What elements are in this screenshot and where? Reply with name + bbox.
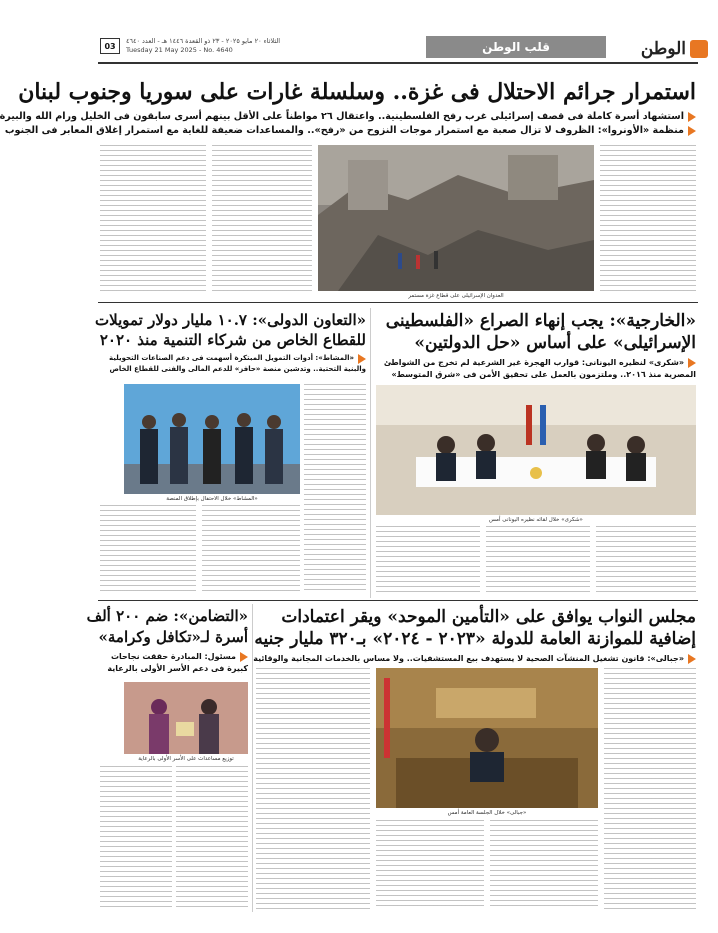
story2-subhead-1-text: «شكرى» لنظيره اليونانى: قوارب الهجرة غير الشرعية لم تخرج من الشواطئ [383, 358, 684, 367]
dateline [126, 37, 286, 55]
story3-text-col-3 [202, 505, 300, 595]
lead-headline: استمرار جرائم الاحتلال فى غزة.. وسلسلة غارات على سوريا وجنوب لبنان [18, 79, 696, 105]
story3-text-col-2 [100, 505, 196, 595]
story3-subhead-2-text: والبنية التحتية.. وتدشين منصة «حافز» للدعم المالى والفنى للقطاع الخاص [109, 365, 366, 373]
story5-text-col-1 [100, 766, 172, 910]
story4-photo [376, 668, 598, 808]
story3-text-col-1 [304, 384, 366, 594]
header-divider [98, 62, 698, 64]
lead-subhead-2-text: منظمة «الأونروا»: الظروف لا تزال صعبة مع استمرار موجات النزوح من «رفح».. والمساعدات ضعيفة للغاية مع استمرار إغلاق المعابر فى الجنوب [4, 125, 684, 136]
story2-text-col-2 [486, 526, 590, 596]
story5-subhead-2 [100, 663, 248, 675]
story5-text-col-2 [176, 766, 248, 910]
story5-headline-1: «التضامن»: ضم ٢٠٠ ألف [86, 607, 248, 625]
aid-distribution-image [124, 682, 248, 754]
story5-subhead-1 [100, 651, 248, 663]
story3-headline-2: للقطاع الخاص من شركاء التنمية منذ ٢٠٢٠ [99, 331, 366, 349]
dateline-ar: الثلاثاء ٢٠ مايو ٢٠٢٥ - ٢٣ ذو القعدة ١٤٤٦ هـ - العدد ٤٦٤٠ [126, 37, 281, 45]
story2-text-col-1 [596, 526, 696, 596]
story2-subhead-1 [376, 357, 696, 369]
story2-photo [376, 385, 696, 515]
story4-subhead-1 [253, 653, 696, 665]
newspaper-logo[interactable] [622, 38, 708, 60]
story4-photo-caption: «جبالى» خلال الجلسة العامة أمس [447, 810, 527, 816]
story4-text-col-3 [376, 820, 484, 910]
bullet-icon [688, 126, 696, 136]
section-divider [98, 600, 698, 601]
story2-subhead-2-text: المصرية منذ ٢٠١٦.. وملتزمون بالعمل على تحقيق الأمن فى «شرق المتوسط» [391, 370, 696, 379]
bullet-icon [240, 652, 248, 662]
story3-subhead-2 [100, 364, 366, 375]
gaza-rubble-image [318, 145, 594, 291]
story5-photo [124, 682, 248, 754]
page-number: 03 [100, 38, 120, 54]
officials-group-image [124, 384, 300, 494]
lead-photo [318, 145, 594, 291]
section-tab: قلب الوطن [426, 36, 606, 58]
diplomatic-meeting-image [376, 385, 696, 515]
logo-mark-icon [690, 40, 708, 58]
logo-text: الوطن [640, 39, 686, 59]
story4-headline-1: مجلس النواب يوافق على «التأمين الموحد» ويقر اعتمادات [281, 607, 696, 627]
story4-text-col-2 [490, 820, 598, 910]
lead-subhead-2 [4, 124, 696, 138]
story5-headline-2: أسرة لـ«تكافل وكرامة» [98, 628, 248, 646]
dateline-en: Tuesday 21 May 2025 - No. 4640 [126, 46, 233, 54]
story3-subhead-1-text: «المشاط»: أدوات التمويل المبتكرة أسهمت فى دعم الصناعات التحويلية [109, 354, 354, 362]
story2-headline-1: «الخارجية»: يجب إنهاء الصراع «الفلسطينى [385, 311, 696, 331]
bullet-icon [688, 112, 696, 122]
story3-subhead-1 [100, 353, 366, 364]
story4-text-col-4 [256, 668, 370, 910]
bullet-icon [688, 654, 696, 664]
story2-headline-2: الإسرائيلى» على أساس «حل الدولتين» [414, 333, 696, 353]
lead-photo-caption: العدوان الإسرائيلى على قطاع غزة مستمر [408, 293, 504, 299]
story3-photo [124, 384, 300, 494]
story5-photo-caption: توزيع مساعدات على الأسر الأولى بالرعاية [138, 756, 234, 762]
story4-headline-2: إضافية للموازنة العامة للدولة «٢٠٢٣ - ٢٠٢٤» بـ٣٢٠ مليار جنيه [254, 629, 696, 649]
parliament-speaker-image [376, 668, 598, 808]
story4-subhead-1-text: «جبالى»: قانون تشغيل المنشآت الصحية لا يستهدف بيع المستشفيات.. ولا مساس بالخدمات المجانية والوقائية [253, 654, 684, 663]
story3-headline-1: «التعاون الدولى»: ١٠.٧ مليار دولار تمويلات [95, 311, 366, 329]
lead-subhead-1 [0, 110, 696, 124]
story5-subhead-2-text: كبيرة فى دعم الأسر الأولى بالرعاية [107, 664, 248, 673]
bullet-icon [358, 354, 366, 364]
story2-subhead-2 [376, 369, 696, 381]
bullet-icon [688, 358, 696, 368]
column-divider [252, 604, 253, 912]
section-divider [98, 302, 698, 303]
story2-photo-caption: «شكرى» خلال لقائه نظيره اليونانى أمس [489, 517, 583, 523]
lead-text-col-3 [212, 145, 312, 295]
lead-text-col-1 [600, 145, 696, 293]
lead-subhead-1-text: استشهاد أسرة كاملة فى قصف إسرائيلى غرب رفح الفلسطينية.. واعتقال ٢٦ مواطناً على الأقل بينهم أسرى سابقون فى الخليل ورام الله والبيرة [0, 111, 684, 122]
lead-text-col-4 [100, 145, 206, 295]
column-divider [370, 308, 371, 598]
story2-text-col-3 [376, 526, 480, 596]
story4-text-col-1 [604, 668, 696, 910]
story5-subhead-1-text: مسئول: المبادرة حققت نجاحات [110, 652, 236, 661]
story3-photo-caption: «المشاط» خلال الاحتفال بإطلاق المنصة [166, 496, 258, 502]
